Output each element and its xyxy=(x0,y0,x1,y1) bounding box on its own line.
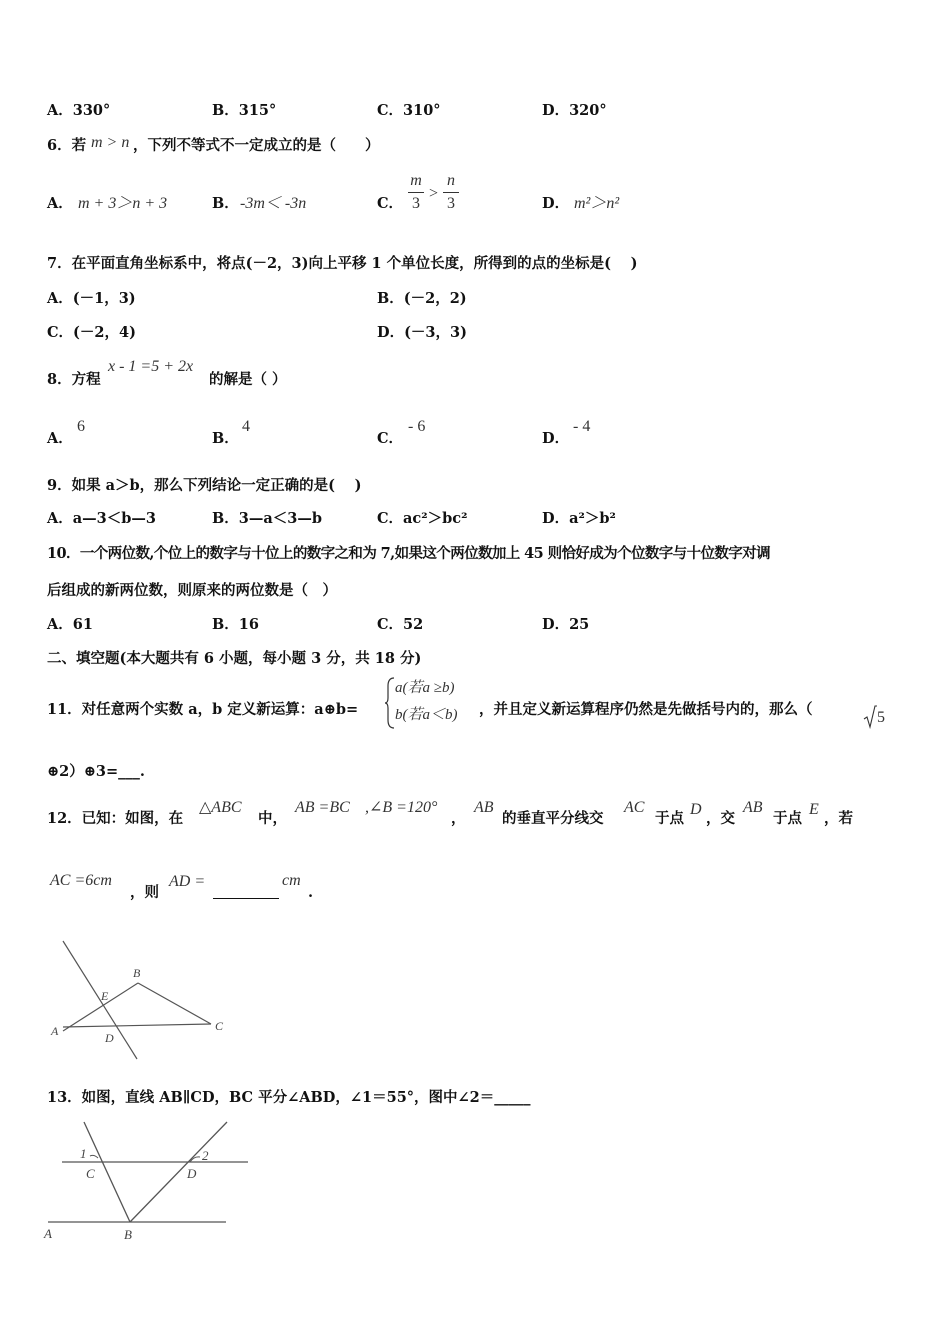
q12-label-a: A xyxy=(51,1024,59,1038)
q13-line-bd xyxy=(130,1122,227,1222)
q13-angle1-arc xyxy=(90,1155,98,1158)
q9-option-b: B．3—a＜3—b xyxy=(212,510,322,527)
q12-end: . xyxy=(308,884,314,901)
q13-label-1: 1 xyxy=(80,1146,87,1161)
q13-figure xyxy=(40,1118,255,1248)
q12-label-e: E xyxy=(101,989,109,1003)
q6-option-b-label: B． xyxy=(212,195,239,212)
q13-label-a: A xyxy=(44,1226,52,1241)
q13-label-2: 2 xyxy=(202,1148,209,1163)
q11-case1: a(若a ≥b) xyxy=(395,680,455,696)
q12-line2-text: ，则 xyxy=(130,884,159,901)
q12-comma: ， xyxy=(451,810,466,827)
q10-option-d: D．25 xyxy=(542,616,590,633)
q8-stem-pre: 8．方程 xyxy=(47,371,101,388)
q7-option-d: D．(－3，3) xyxy=(377,324,467,341)
q8-option-c-value: - 6 xyxy=(408,418,426,435)
q6-option-c-fraction-right xyxy=(443,172,459,213)
q6-option-c-label: C． xyxy=(377,195,404,212)
q12-ab: AB xyxy=(474,799,494,816)
q6-c-denominator-right: 3 xyxy=(447,195,455,212)
q13-label-d: D xyxy=(187,1166,197,1181)
q6-option-b-math: -3m＜ -3n xyxy=(240,195,307,212)
q12-line2-math: AC =6cm xyxy=(50,872,112,889)
q6-option-a-label: A． xyxy=(47,195,73,212)
q11-sqrt-sign xyxy=(863,704,877,730)
q10-option-a: A．61 xyxy=(47,616,93,633)
q12-label-d: D xyxy=(105,1031,114,1045)
q6-stem-pre: 6．若 xyxy=(47,137,87,154)
q12-text3: ，交 xyxy=(706,810,735,827)
q9-option-d: D．a²＞b² xyxy=(542,510,616,527)
q12-text4: 于点 xyxy=(773,810,802,827)
q12-label-b: B xyxy=(133,966,141,980)
q10-line1: 10．一个两位数,个位上的数字与十位上的数字之和为 7,如果这个两位数加上 45 则恰好成为个位数字与十位数字对调 xyxy=(47,545,770,562)
q5-option-a: A．330° xyxy=(47,102,111,119)
q12-ad: AD = xyxy=(169,873,206,890)
q6-option-d-label: D． xyxy=(542,195,570,212)
q12-label-c: C xyxy=(215,1019,224,1033)
q12-mid: 中， xyxy=(258,810,287,827)
q8-option-a-label: A． xyxy=(47,430,73,447)
q13-label-b: B xyxy=(124,1227,132,1242)
q6-c-operator: > xyxy=(429,185,439,202)
q7-option-a: A．(－1，3) xyxy=(47,290,136,307)
q8-option-a-value: 6 xyxy=(77,418,85,435)
q11-line2: ⊕2）⊕3=___. xyxy=(47,763,145,780)
q12-stem-pre: 12．已知：如图，在 xyxy=(47,810,184,827)
q8-stem-math: x - 1 =5 + 2x xyxy=(108,358,194,375)
q5-option-b: B．315° xyxy=(212,102,277,119)
q6-c-numerator-left: m xyxy=(410,172,422,189)
q12-ac: AC xyxy=(624,799,645,816)
q7-option-c: C．(－2，4) xyxy=(47,324,136,341)
q11-case2: b(若a＜b) xyxy=(395,707,458,723)
section2-heading: 二、填空题(本大题共有 6 小题，每小题 3 分，共 18 分) xyxy=(47,650,422,667)
q8-option-d-label: D． xyxy=(542,430,570,447)
q13-stem: 13．如图，直线 AB∥CD，BC 平分∠ABD，∠1＝55°，图中∠2＝_____ xyxy=(47,1089,531,1106)
q7-option-b: B．(－2，2) xyxy=(377,290,467,307)
q8-option-b-value: 4 xyxy=(242,418,250,435)
q6-option-a-math: m + 3＞n + 3 xyxy=(78,195,168,212)
q6-c-denominator-left: 3 xyxy=(412,195,420,212)
q12-side-ac xyxy=(63,1024,211,1027)
q10-option-b: B．16 xyxy=(212,616,259,633)
q7-stem: 7．在平面直角坐标系中，将点(－2，3)向上平移 1 个单位长度，所得到的点的坐标是( ) xyxy=(47,255,638,272)
q11-stem-pre: 11．对任意两个实数 a，b 定义新运算：a⊕b= xyxy=(47,701,359,718)
q12-perpendicular-bisector xyxy=(63,941,137,1059)
q5-option-c: C．310° xyxy=(377,102,441,119)
q9-option-c: C．ac²＞bc² xyxy=(377,510,468,527)
q8-option-d-value: - 4 xyxy=(573,418,591,435)
q12-ab2: AB xyxy=(743,799,763,816)
q10-option-c: C．52 xyxy=(377,616,424,633)
q12-point-e: E xyxy=(809,801,819,818)
q12-text2: 于点 xyxy=(655,810,684,827)
q6-option-d-math: m²＞n² xyxy=(574,195,620,212)
q12-eq1: AB =BC xyxy=(295,799,350,816)
q12-point-d: D xyxy=(690,801,702,818)
q6-c-numerator-right: n xyxy=(447,172,455,189)
q8-option-c-label: C． xyxy=(377,430,404,447)
q13-label-c: C xyxy=(86,1166,95,1181)
q13-angle2-arc xyxy=(190,1157,200,1162)
q12-text5: ，若 xyxy=(824,810,853,827)
q12-eq2: ,∠B =120° xyxy=(365,799,438,816)
q12-text1: 的垂直平分线交 xyxy=(502,810,604,827)
q6-stem-math: m > n xyxy=(91,134,130,151)
q12-side-bc xyxy=(138,983,211,1024)
q5-option-d: D．320° xyxy=(542,102,607,119)
q12-triangle: △ABC xyxy=(199,799,242,816)
q6-option-c-fraction-left xyxy=(408,172,424,213)
q12-figure xyxy=(45,935,245,1065)
q10-line2: 后组成的新两位数，则原来的两位数是（ ） xyxy=(47,582,337,599)
q8-option-b-label: B． xyxy=(212,430,239,447)
q9-stem: 9．如果 a＞b，那么下列结论一定正确的是( ) xyxy=(47,477,362,494)
q8-stem-post: 的解是（ ） xyxy=(209,371,287,388)
q12-unit: cm xyxy=(282,872,301,889)
q9-option-a: A．a—3＜b—3 xyxy=(47,510,156,527)
q12-answer-blank[interactable] xyxy=(213,898,279,899)
q11-sqrt-value: 5 xyxy=(877,709,885,726)
q6-stem-post: ，下列不等式不一定成立的是（ ） xyxy=(133,137,380,154)
q11-stem-post: ，并且定义新运算程序仍然是先做括号内的，那么（ xyxy=(479,701,813,718)
